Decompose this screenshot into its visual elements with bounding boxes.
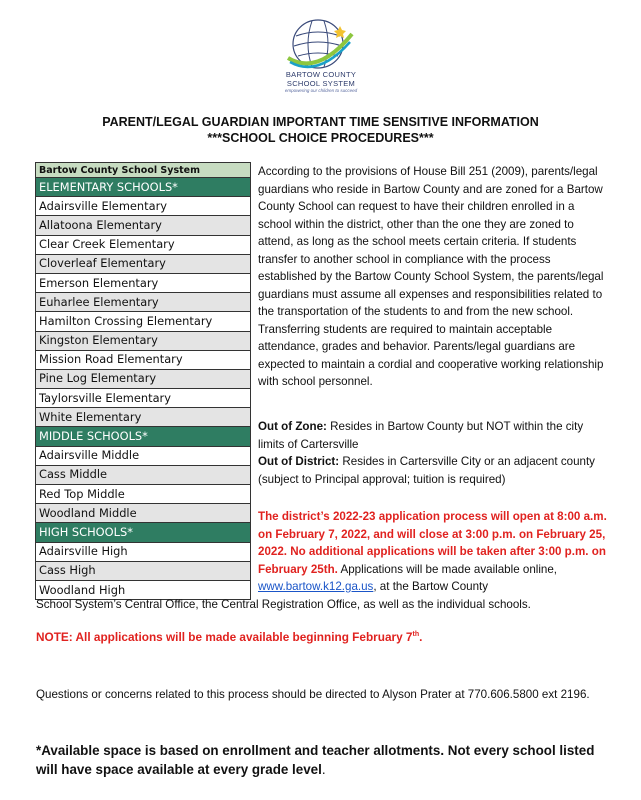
school-row: Cass High: [36, 561, 251, 580]
note-text: NOTE: All applications will be made available beginning February 7: [36, 630, 413, 644]
school-row: Pine Log Elementary: [36, 369, 251, 388]
application-mid: Applications will be made available online,: [337, 562, 558, 576]
logo-name-line2: SCHOOL SYSTEM: [286, 79, 356, 88]
out-of-district-label: Out of District:: [258, 455, 340, 468]
out-of-zone-text: Resides in Bartow County but NOT within the city limits of Cartersville: [258, 420, 584, 451]
application-dates: The district’s 2022-23 application process will open at 8:00 a.m. on February 7, 2022, and will close at 3:00 p.m. on February 25, 2022. No additional applications will be taken after 3:00 p.m. on February 25th.: [258, 510, 607, 576]
page-subtitle: ***SCHOOL CHOICE PROCEDURES***: [207, 131, 434, 145]
logo-name-line1: BARTOW COUNTY: [285, 70, 357, 79]
availability-note: [36, 630, 422, 644]
space-notice-end: .: [321, 762, 326, 777]
school-row: Cass Middle: [36, 465, 251, 484]
school-row: Allatoona Elementary: [36, 216, 251, 235]
system-header: Bartow County School System: [36, 163, 251, 178]
district-website-link[interactable]: www.bartow.k12.ga.us: [258, 580, 374, 593]
schools-table: [35, 162, 251, 600]
school-row: White Elementary: [36, 408, 251, 427]
space-notice: [36, 741, 611, 779]
school-row: Taylorsville Elementary: [36, 389, 251, 408]
school-row: Woodland High: [36, 580, 251, 599]
out-of-zone-label: Out of Zone:: [258, 420, 327, 433]
school-row: Clear Creek Elementary: [36, 235, 251, 254]
school-row: Hamilton Crossing Elementary: [36, 312, 251, 331]
application-paragraph: [258, 508, 610, 596]
page-title: PARENT/LEGAL GUARDIAN IMPORTANT TIME SENSITIVE INFORMATION: [102, 115, 539, 129]
school-row: Kingston Elementary: [36, 331, 251, 350]
high-header: HIGH SCHOOLS*: [36, 523, 251, 542]
school-row: Euharlee Elementary: [36, 293, 251, 312]
logo-tagline: empowering our children to succeed: [284, 88, 358, 93]
application-end: , at the Bartow County: [373, 580, 489, 593]
school-row: Emerson Elementary: [36, 273, 251, 292]
school-row: Mission Road Elementary: [36, 350, 251, 369]
questions-contact: Questions or concerns related to this process should be directed to Alyson Prater at 770.606.5800 ext 2196.: [36, 688, 590, 701]
school-row: Cloverleaf Elementary: [36, 254, 251, 273]
school-row: Woodland Middle: [36, 504, 251, 523]
application-paragraph-cont: School System’s Central Office, the Central Registration Office, as well as the individual schools.: [36, 598, 531, 611]
space-notice-text: *Available space is based on enrollment and teacher allotments. Not every school listed will have space available at every grade level: [36, 743, 595, 777]
note-sup: th: [412, 631, 420, 639]
school-row: Adairsville High: [36, 542, 251, 561]
out-of-district-text: Resides in Cartersville City or an adjacent county (subject to Principal approval; tuition is required): [258, 455, 595, 486]
intro-paragraph: According to the provisions of House Bill 251 (2009), parents/legal guardians who reside in Bartow County and are zoned for a Bartow County School can request to have their children enrolled in a school within the district, other than the one they are zoned to attend, as long as the school meets certain criteria. If students transfer to another school in compliance with the process established by the Bartow County School System, the parents/legal guardians must assume all expenses and responsibilities related to the transportation of the students to and from the new school. Transferring students are required to maintain acceptable attendance, grades and behavior. Parents/legal guardians are expected to maintain a cordial and cooperative working relationship with school personnel.: [258, 165, 604, 388]
school-row: Adairsville Middle: [36, 446, 251, 465]
middle-header: MIDDLE SCHOOLS*: [36, 427, 251, 446]
zone-definitions: [258, 418, 610, 488]
school-row: Red Top Middle: [36, 485, 251, 504]
elementary-header: ELEMENTARY SCHOOLS*: [36, 178, 251, 197]
note-end: .: [419, 630, 423, 644]
school-row: Adairsville Elementary: [36, 197, 251, 216]
